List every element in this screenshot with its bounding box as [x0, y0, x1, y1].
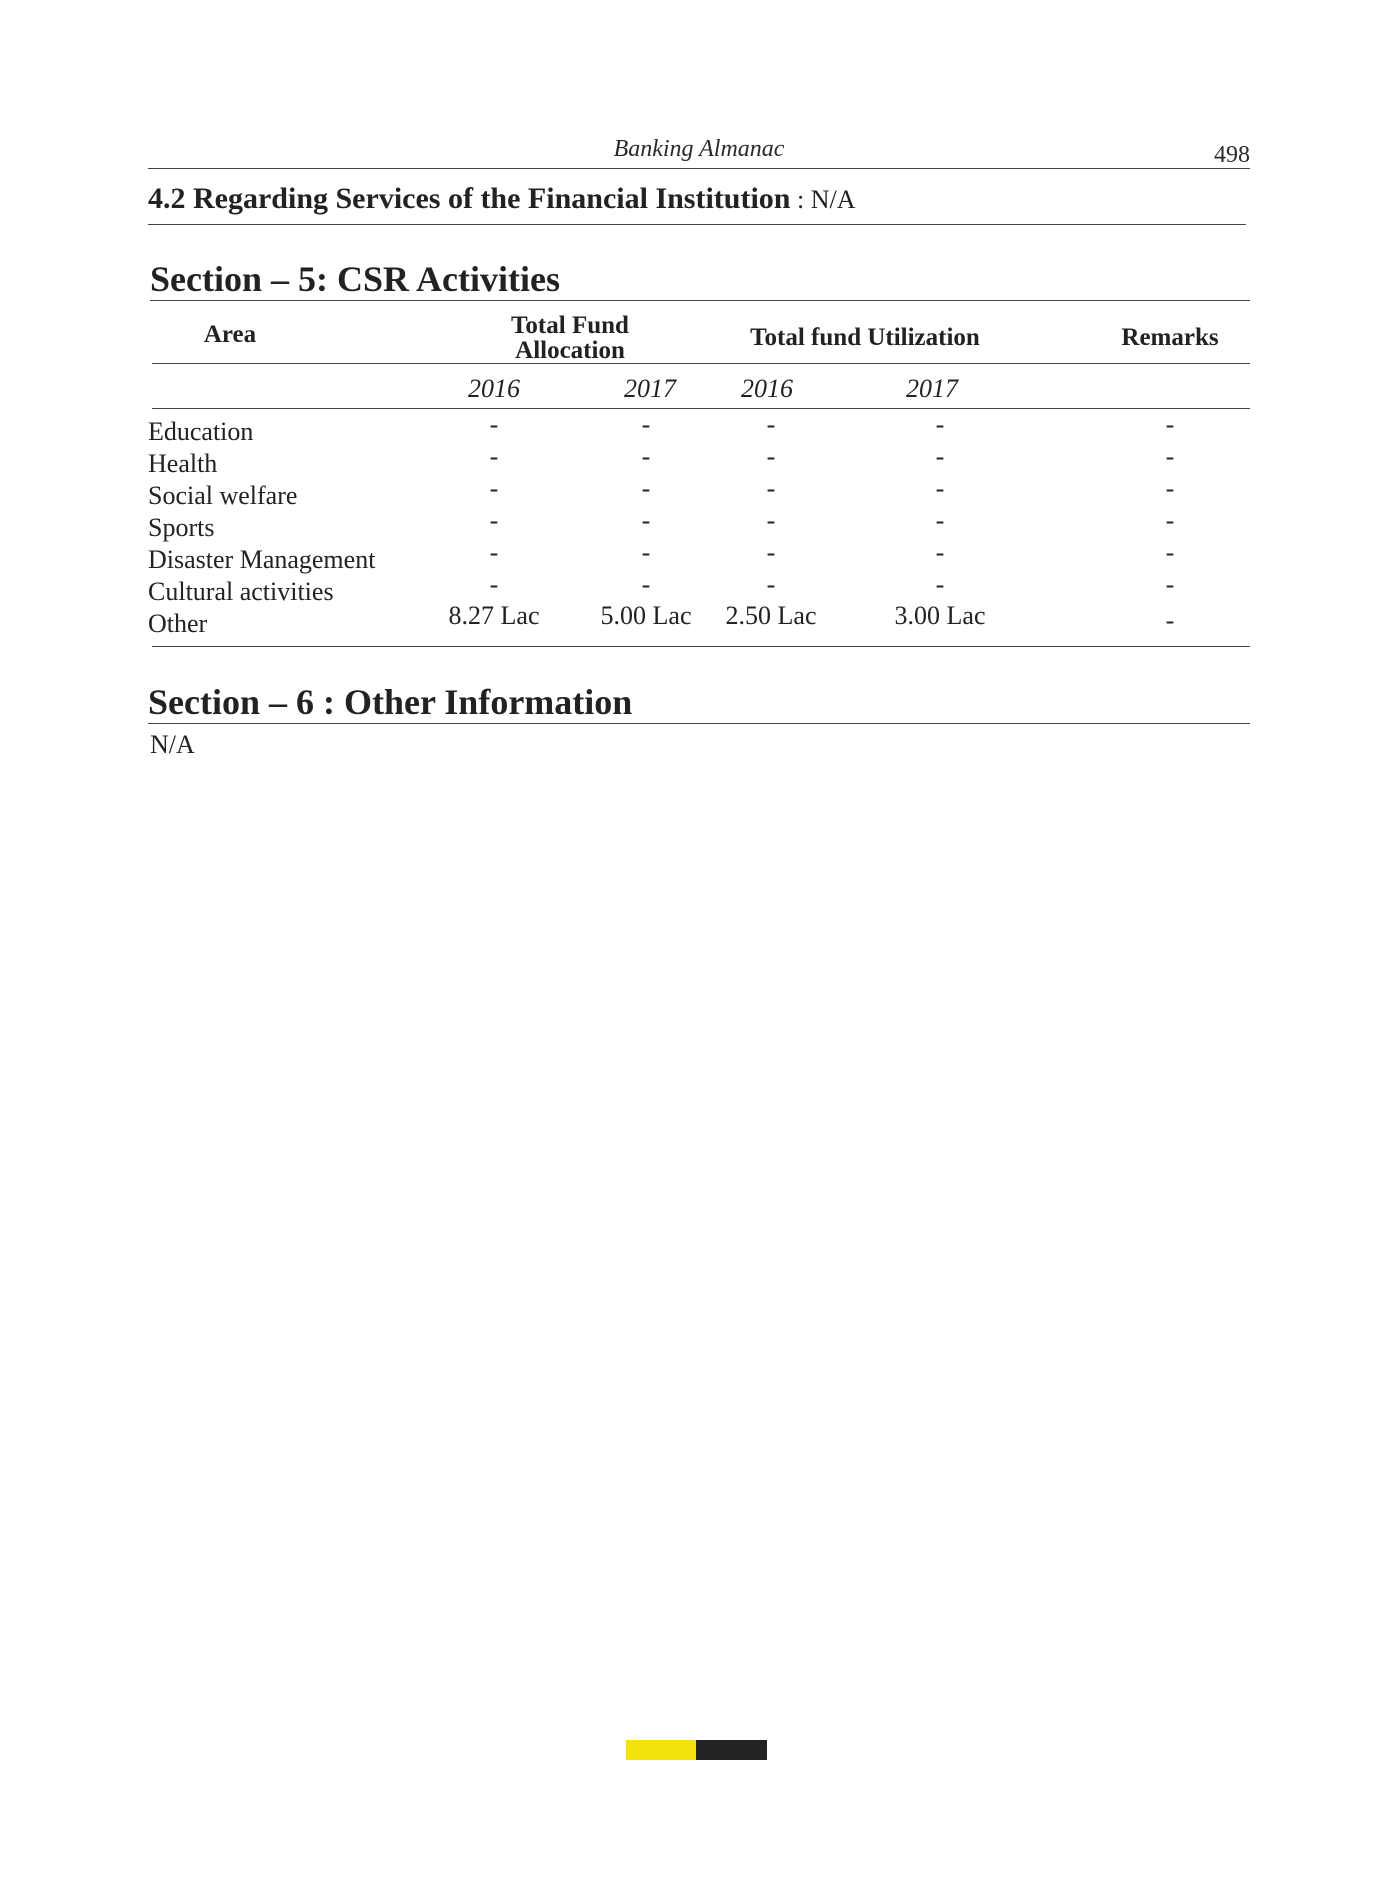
cell-util-2016: - [766, 442, 776, 471]
cell-util-2016: - [766, 506, 776, 535]
cell-alloc-2016: 8.27 Lac [448, 601, 540, 630]
cell-remarks: - [1165, 410, 1175, 439]
year-row-rule [152, 408, 1250, 409]
cell-util-2017: - [935, 474, 945, 503]
section-6-title: Section – 6 : Other Information [148, 681, 1250, 724]
year-allocation-2016: 2016 [468, 374, 520, 403]
cell-remarks: - [1165, 506, 1175, 535]
row-area: Education [148, 417, 254, 446]
cell-alloc-2016: - [489, 538, 499, 567]
table-header-rule [152, 363, 1250, 364]
cell-util-2017: - [935, 506, 945, 535]
cell-remarks: - [1165, 538, 1175, 567]
running-header [148, 134, 1250, 169]
column-header-allocation-line2: Allocation [515, 337, 625, 364]
column-header-remarks: Remarks [1121, 324, 1219, 351]
cell-remarks: - [1165, 474, 1175, 503]
row-area: Other [148, 609, 208, 638]
cell-util-2017: - [935, 410, 945, 439]
year-utilization-2016: 2016 [741, 374, 793, 403]
row-area: Disaster Management [148, 545, 376, 574]
section-6-body: N/A [150, 730, 195, 759]
cell-alloc-2017: 5.00 Lac [600, 601, 692, 630]
cell-alloc-2016: - [489, 442, 499, 471]
row-area: Social welfare [148, 481, 298, 510]
cell-remarks: - [1165, 606, 1175, 635]
cell-util-2016: - [766, 538, 776, 567]
cell-util-2017: - [935, 570, 945, 599]
cell-util-2016: - [766, 474, 776, 503]
cell-util-2017: - [935, 442, 945, 471]
cell-remarks: - [1165, 442, 1175, 471]
cell-util-2016: - [766, 410, 776, 439]
column-header-allocation-line1: Total Fund [511, 312, 629, 339]
cell-util-2017: - [935, 538, 945, 567]
section-4-2-value: : N/A [790, 185, 856, 214]
cell-util-2016: 2.50 Lac [725, 601, 817, 630]
table-bottom-rule [152, 646, 1250, 647]
cell-util-2016: - [766, 570, 776, 599]
cell-util-2017: 3.00 Lac [894, 601, 986, 630]
row-area: Health [148, 449, 218, 478]
cell-alloc-2016: - [489, 570, 499, 599]
cell-alloc-2017: - [641, 570, 651, 599]
year-utilization-2017: 2017 [906, 374, 958, 403]
column-header-area: Area [203, 321, 257, 348]
running-title: Banking Almanac [613, 136, 785, 162]
cell-alloc-2016: - [489, 506, 499, 535]
row-area: Cultural activities [148, 577, 334, 606]
row-area: Sports [148, 513, 215, 542]
cell-alloc-2016: - [489, 474, 499, 503]
cell-alloc-2017: - [641, 442, 651, 471]
footer-color-bar-dark [696, 1740, 767, 1760]
cell-alloc-2017: - [641, 410, 651, 439]
cell-alloc-2017: - [641, 506, 651, 535]
section-5-title: Section – 5: CSR Activities [150, 258, 1250, 301]
column-header-utilization: Total fund Utilization [750, 324, 980, 351]
section-4-2-heading: 4.2 Regarding Services of the Financial Institution [148, 182, 791, 215]
section-4-2 [148, 182, 1246, 225]
year-allocation-2017: 2017 [624, 374, 676, 403]
page-number: 498 [1214, 142, 1250, 168]
cell-alloc-2017: - [641, 538, 651, 567]
cell-alloc-2016: - [489, 410, 499, 439]
cell-alloc-2017: - [641, 474, 651, 503]
footer-color-bar-yellow [626, 1740, 696, 1760]
cell-remarks: - [1165, 570, 1175, 599]
